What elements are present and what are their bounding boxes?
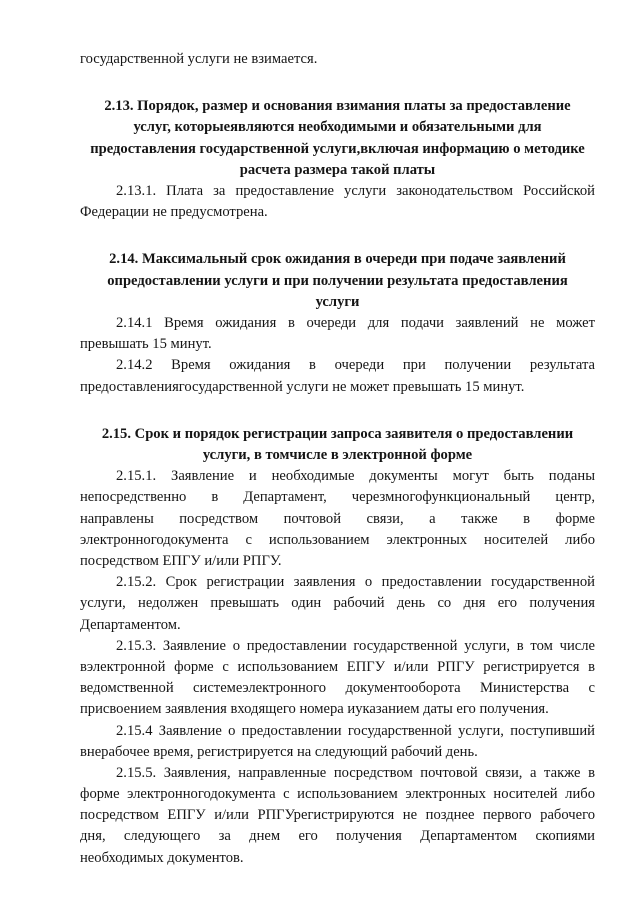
heading-line: услуг, которыеявляются необходимыми и обязательными для (133, 119, 542, 136)
section-heading (80, 249, 595, 313)
paragraph-line: 2.14.1 Время ожидания в очереди для подачи заявлений не может (116, 315, 595, 332)
paragraph-line: непосредственно в Департамент, черезмногофункциональный центр, (80, 489, 595, 506)
paragraph-line: 2.14.2 Время ожидания в очереди при получении результата (116, 357, 595, 374)
paragraph-line: 2.13.1. Плата за предоставление услуги законодательством Российской (116, 183, 595, 200)
heading-line: 2.15. Срок и порядок регистрации запроса заявителя о предоставлении (101, 425, 574, 442)
paragraph (80, 181, 595, 223)
section-heading (80, 424, 595, 466)
heading-line: услуги (315, 293, 360, 310)
paragraph-line: вэлектронной форме с использованием ЕПГУ и/или РПГУ регистрируется в (80, 658, 595, 675)
paragraph (80, 636, 595, 721)
paragraph-line: ведомственной системеэлектронного документооборота Министерства с (80, 680, 595, 697)
heading-line: опредоставлении услуги и при получении результата предоставления (107, 272, 568, 289)
paragraph-line: внерабочее время, регистрируется на следующий рабочий день. (80, 743, 478, 760)
paragraph-line: услуги, недолжен превышать один рабочий день со дня его получения (80, 595, 595, 612)
section-2-13 (80, 96, 595, 223)
paragraph (80, 466, 595, 572)
paragraph-line: форме электронногодокумента с использованием электронных носителей либо (80, 786, 595, 803)
paragraph-line: предоставлениягосударственной услуги не может превышать 15 минут. (80, 378, 525, 395)
paragraph-line: Департаментом. (80, 616, 181, 633)
paragraph-line: 2.15.4 Заявление о предоставлении государственной услуги, поступивший (116, 722, 595, 739)
section-2-15 (80, 424, 595, 869)
heading-line: услуги, в томчисле в электронной форме (202, 447, 473, 463)
document-page (80, 49, 595, 869)
heading-line: расчета размера такой платы (239, 161, 436, 178)
heading-line: 2.14. Максимальный срок ожидания в очереди при подаче заявлений (109, 251, 566, 268)
paragraph-line: 2.15.3. Заявление о предоставлении государственной услуги, в том числе (116, 637, 595, 654)
paragraph-line: превышать 15 минут. (80, 336, 212, 353)
paragraph (80, 355, 595, 397)
section-2-14 (80, 249, 595, 397)
paragraph-line: Федерации не предусмотрена. (80, 204, 268, 221)
paragraph-line: присвоением заявления входящего номера иуказанием даты его получения. (80, 701, 549, 718)
paragraph-line: посредством ЕПГУ и/или РПГУрегистрируются не позднее первого рабочего (80, 807, 595, 824)
section-heading (80, 96, 595, 181)
paragraph-line: электронногодокумента с использованием электронных носителей либо (80, 531, 595, 548)
paragraph-line: посредством ЕПГУ и/или РПГУ. (80, 552, 282, 569)
paragraph (80, 763, 595, 869)
heading-line: предоставления государственной услуги,включая информацию о методике (90, 140, 585, 157)
paragraph-line: 2.15.2. Срок регистрации заявления о предоставлении государственной (116, 574, 595, 591)
paragraph (80, 572, 595, 636)
paragraph (80, 313, 595, 355)
paragraph-line: дня, следующего за днем его получения Департаментом скопиями (80, 828, 595, 845)
paragraph-line: направлены посредством почтовой связи, а также в форме (80, 510, 595, 527)
paragraph-line: необходимых документов. (80, 849, 244, 866)
paragraph-line: 2.15.5. Заявления, направленные посредством почтовой связи, а также в (116, 764, 595, 781)
paragraph-line: 2.15.1. Заявление и необходимые документы могут быть поданы (116, 468, 595, 485)
heading-line: 2.13. Порядок, размер и основания взимания платы за предоставление (104, 98, 571, 115)
intro-line: государственной услуги не взимается. (80, 51, 318, 67)
paragraph (80, 721, 595, 763)
